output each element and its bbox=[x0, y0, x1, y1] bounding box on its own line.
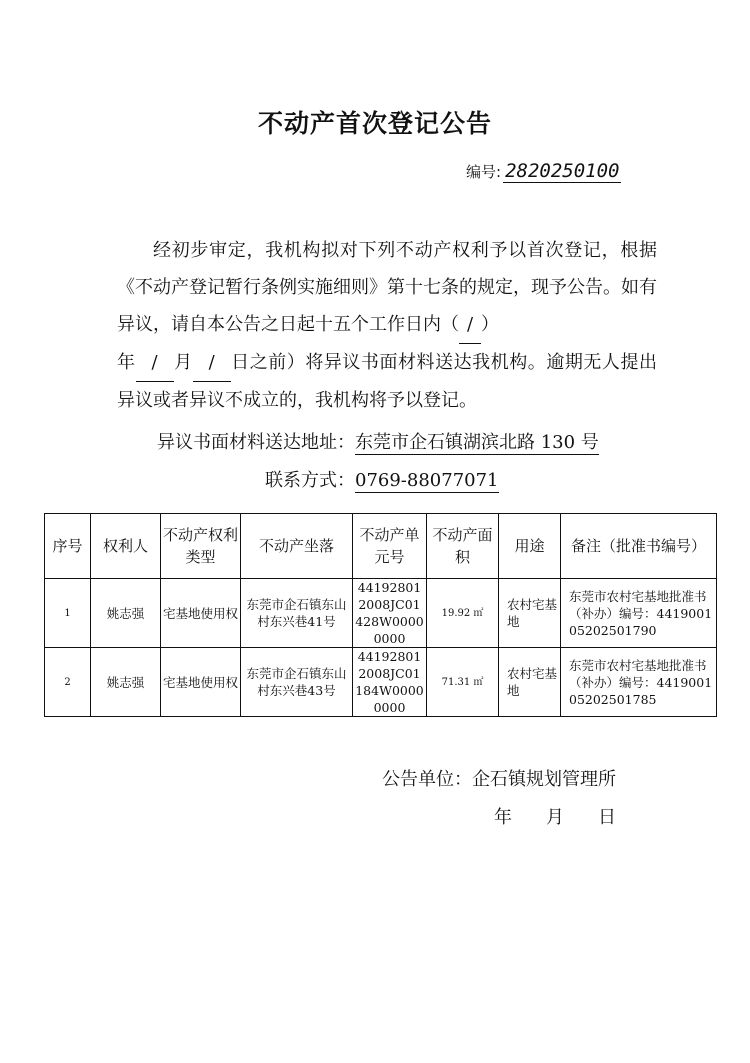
paragraph-text-1: 经初步审定，我机构拟对下列不动产权利予以首次登记，根据《不动产登记暂行条例实施细则》第十七条的规定，现予公告。如有异议，请自本公告之日起十五个工作日内（ bbox=[117, 240, 657, 335]
cell-owner: 姚志强 bbox=[91, 648, 161, 717]
table-row bbox=[45, 648, 717, 717]
address-label: 异议书面材料送达地址： bbox=[157, 432, 355, 453]
date-year: 年 bbox=[494, 807, 512, 828]
cell-area: 19.92 ㎡ bbox=[427, 579, 499, 648]
contact-value: 0769-88077071 bbox=[355, 470, 499, 491]
cell-location: 东莞市企石镇东山村东兴巷43号 bbox=[241, 648, 353, 717]
table-header-row bbox=[45, 514, 717, 579]
announcement-body bbox=[117, 232, 657, 419]
cell-location: 东莞市企石镇东山村东兴巷41号 bbox=[241, 579, 353, 648]
registration-table bbox=[44, 513, 717, 717]
cell-remark: 东莞市农村宅基地批准书（补办）编号：441900105202501785 bbox=[561, 648, 717, 717]
reference-value: 2820250100 bbox=[505, 160, 620, 182]
cell-remark: 东莞市农村宅基地批准书（补办）编号：441900105202501790 bbox=[561, 579, 717, 648]
paragraph-text-2: 年 bbox=[117, 352, 136, 373]
issuing-unit bbox=[382, 765, 616, 791]
announcement-paragraph: 经初步审定，我机构拟对下列不动产权利予以首次登记，根据《不动产登记暂行条例实施细则》第十七条的规定，现予公告。如有异议，请自本公告之日起十五个工作日内（ / ） 年 / 月 / 日之前）将异议书面材料送达我机构。逾期无人提出异议或者异议不成立的，我机构将予以登记。 bbox=[117, 240, 658, 411]
cell-area: 71.31 ㎡ bbox=[427, 648, 499, 717]
cell-unit-no: 441928012008JC01428W00000000 bbox=[353, 579, 427, 648]
blank-year: / bbox=[136, 344, 174, 382]
cell-owner: 姚志强 bbox=[91, 579, 161, 648]
table-row bbox=[45, 579, 717, 648]
date-day: 日 bbox=[598, 807, 616, 828]
header-location: 不动产坐落 bbox=[241, 514, 353, 579]
contact-info bbox=[265, 466, 499, 492]
cell-usage: 农村宅基地 bbox=[499, 579, 561, 648]
paragraph-text-3: 月 bbox=[173, 352, 193, 373]
cell-usage: 农村宅基地 bbox=[499, 648, 561, 717]
header-owner: 权利人 bbox=[91, 514, 161, 579]
header-seq: 序号 bbox=[45, 514, 91, 579]
issuing-unit-label: 公告单位： bbox=[382, 769, 472, 790]
cell-seq: 1 bbox=[45, 579, 91, 648]
date-month: 月 bbox=[546, 807, 564, 828]
blank-day-range: / bbox=[459, 306, 481, 344]
document-title: 不动产首次登记公告 bbox=[257, 109, 492, 138]
header-right-type: 不动产权利类型 bbox=[161, 514, 241, 579]
reference-number bbox=[466, 160, 621, 182]
header-remark: 备注（批准书编号） bbox=[561, 514, 717, 579]
cell-seq: 2 bbox=[45, 648, 91, 717]
blank-month: / bbox=[193, 344, 231, 382]
objection-address bbox=[157, 428, 599, 454]
header-unit-no: 不动产单元号 bbox=[353, 514, 427, 579]
address-value: 东莞市企石镇湖滨北路 130 号 bbox=[355, 432, 599, 453]
header-usage: 用途 bbox=[499, 514, 561, 579]
reference-label: 编号: bbox=[466, 163, 502, 181]
contact-label: 联系方式： bbox=[265, 470, 355, 491]
cell-right-type: 宅基地使用权 bbox=[161, 579, 241, 648]
header-area: 不动产面积 bbox=[427, 514, 499, 579]
issue-date bbox=[494, 803, 650, 829]
paragraph-text-4: 日之前）将异议书面材料送达我机构。逾期无人提出异议或者异议不成立的，我机构将予以登记。 bbox=[117, 352, 658, 411]
cell-right-type: 宅基地使用权 bbox=[161, 648, 241, 717]
cell-unit-no: 441928012008JC01184W00000000 bbox=[353, 648, 427, 717]
issuing-unit-value: 企石镇规划管理所 bbox=[472, 769, 616, 790]
